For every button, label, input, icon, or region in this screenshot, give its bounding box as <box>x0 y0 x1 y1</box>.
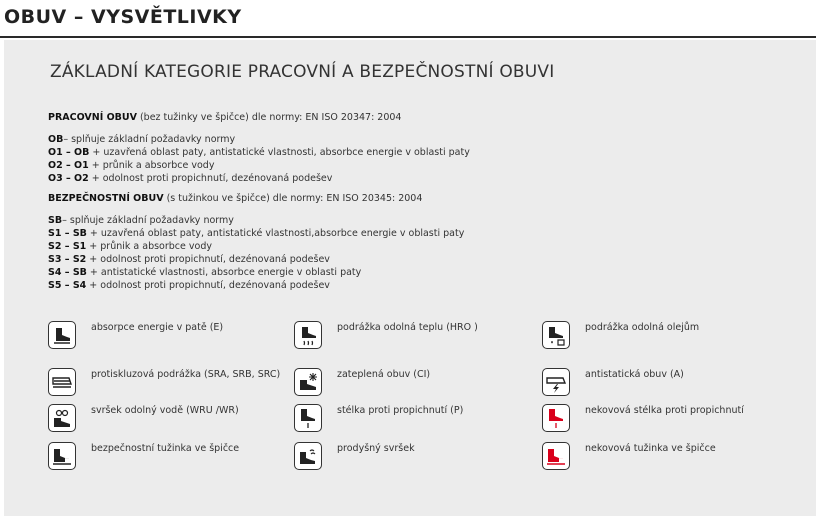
category-description: + průnik a absorbce vody <box>88 160 215 171</box>
safety-category-row <box>48 266 361 279</box>
oil-resistant-sole-icon <box>542 321 570 349</box>
category-code: O2 – O1 <box>48 160 89 171</box>
breathable-upper-icon <box>294 442 322 470</box>
category-code: S3 – S2 <box>48 254 87 265</box>
legend-label: antistatická obuv (A) <box>585 369 684 380</box>
page-title: OBUV – VYSVĚTLIVKY <box>4 6 242 28</box>
category-description: + antistatické vlastnosti, absorbce energie v oblasti paty <box>86 267 362 278</box>
category-code: S4 – SB <box>48 267 87 278</box>
nonmetal-insole-icon <box>542 404 570 432</box>
anti-slip-sole-icon <box>48 368 76 396</box>
safety-category-row <box>48 240 212 253</box>
category-description: – splňuje základní požadavky normy <box>63 134 236 145</box>
legend-label: prodyšný svršek <box>337 443 415 454</box>
nonmetal-toecap-icon <box>542 442 570 470</box>
category-description: – splňuje základní požadavky normy <box>62 215 234 226</box>
safety-category-row <box>48 279 330 292</box>
legend-label: bezpečnostní tužinka ve špičce <box>91 443 240 454</box>
work-shoes-title: PRACOVNÍ OBUV <box>48 112 137 123</box>
category-description: + uzavřená oblast paty, antistatické vlastnosti,absorbce energie v oblasti paty <box>86 228 465 239</box>
category-description: + odolnost proti propichnutí, dezénovaná podešev <box>86 280 330 291</box>
content-panel <box>4 40 816 516</box>
category-code: OB <box>48 134 64 145</box>
section-heading: ZÁKLADNÍ KATEGORIE PRACOVNÍ A BEZPEČNOSTNÍ OBUVI <box>50 62 555 82</box>
legend-label: nekovová tužinka ve špičce <box>585 443 716 454</box>
category-code: S5 – S4 <box>48 280 87 291</box>
safety-category-row <box>48 214 234 227</box>
legend-label: zateplená obuv (CI) <box>337 369 431 380</box>
legend-label: podrážka odolná teplu (HRO ) <box>337 322 478 333</box>
work-shoes-heading <box>48 111 401 124</box>
safety-shoes-heading <box>48 192 422 205</box>
category-code: S2 – S1 <box>48 241 87 252</box>
work-category-row <box>48 172 332 185</box>
safety-shoes-norm: (s tužinkou ve špičce) dle normy: EN ISO 20345: 2004 <box>163 193 423 204</box>
legend-label: absorpce energie v patě (E) <box>91 322 224 333</box>
insulated-snowflake-icon <box>294 368 322 396</box>
category-description: + odolnost proti propichnutí, dezénovaná podešev <box>86 254 330 265</box>
header-divider <box>0 36 816 38</box>
category-code: O3 – O2 <box>48 173 89 184</box>
heat-resistant-sole-icon <box>294 321 322 349</box>
safety-shoes-title: BEZPEČNOSTNÍ OBUV <box>48 193 164 204</box>
legend-label: podrážka odolná olejům <box>585 322 700 333</box>
work-category-row <box>48 133 235 146</box>
water-resistant-drop-icon <box>48 404 76 432</box>
safety-category-row <box>48 253 330 266</box>
legend-label: nekovová stélka proti propichnutí <box>585 405 744 416</box>
category-code: SB <box>48 215 63 226</box>
category-description: + odolnost proti propichnutí, dezénovaná podešev <box>88 173 333 184</box>
category-code: O1 – OB <box>48 147 90 158</box>
legend-label: stélka proti propichnutí (P) <box>337 405 464 416</box>
work-shoes-norm: (bez tužinky ve špičce) dle normy: EN ISO 20347: 2004 <box>136 112 402 123</box>
safety-toecap-icon <box>48 442 76 470</box>
puncture-insole-icon <box>294 404 322 432</box>
safety-category-row <box>48 227 464 240</box>
antistatic-lightning-icon <box>542 368 570 396</box>
work-category-row <box>48 146 470 159</box>
legend-label: svršek odolný vodě (WRU /WR) <box>91 405 239 416</box>
work-category-row <box>48 159 214 172</box>
category-code: S1 – SB <box>48 228 87 239</box>
category-description: + uzavřená oblast paty, antistatické vlastnosti, absorbce energie v oblasti paty <box>89 147 470 158</box>
legend-label: protiskluzová podrážka (SRA, SRB, SRC) <box>91 369 281 380</box>
boot-heel-energy-icon <box>48 321 76 349</box>
category-description: + průnik a absorbce vody <box>86 241 212 252</box>
